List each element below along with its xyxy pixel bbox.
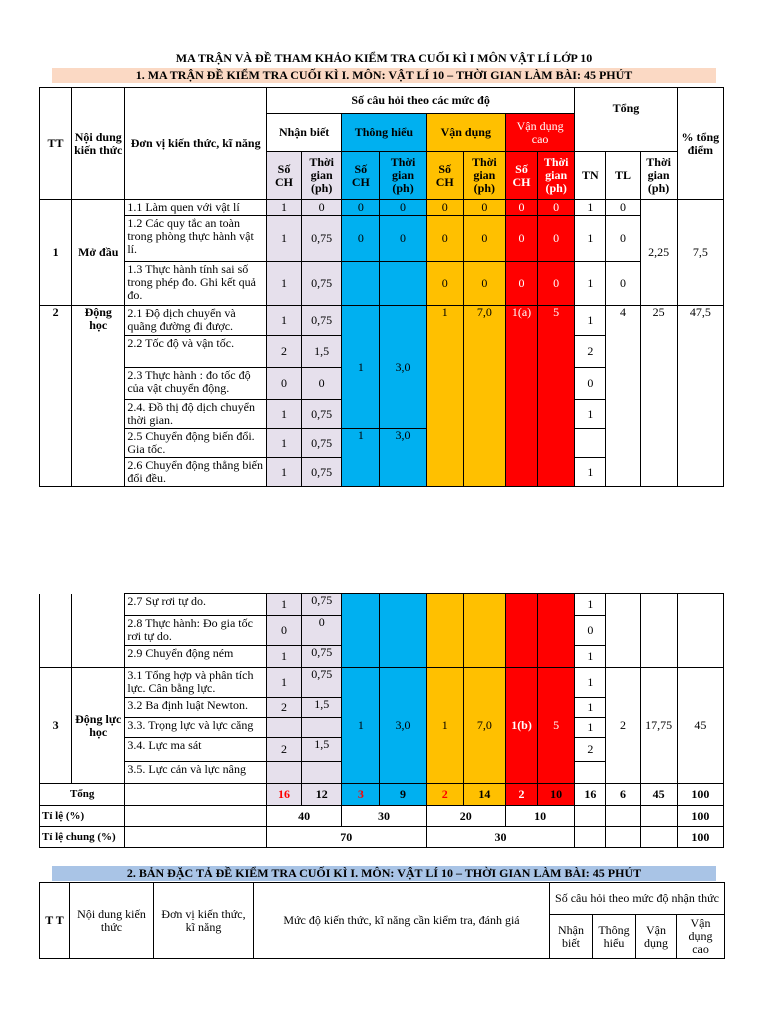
vd-thoi-gian: 0 xyxy=(463,200,505,216)
unit-cell: 3.1 Tổng hợp và phân tích lực. Cân bằng lực. xyxy=(125,668,267,698)
tn-cell: 1 xyxy=(575,594,606,616)
header-thong-hieu: Thông hiểu xyxy=(342,114,426,152)
vc-thoi-gian xyxy=(538,594,575,668)
ratio-general-tn xyxy=(575,827,606,848)
totals-percent: 100 xyxy=(677,784,723,806)
row-topic xyxy=(72,594,125,668)
ratio-general-tl xyxy=(606,827,640,848)
nb-so-ch: 1 xyxy=(266,200,301,216)
totals-tl: 6 xyxy=(606,784,640,806)
tn-cell xyxy=(575,762,606,784)
vc-so-ch: 0 xyxy=(505,200,537,216)
nb-thoi-gian: 0,75 xyxy=(302,646,342,668)
nb-thoi-gian: 0 xyxy=(302,368,342,400)
tn-cell: 0 xyxy=(575,616,606,646)
nb-so-ch xyxy=(266,718,301,738)
vd-thoi-gian: 0 xyxy=(463,216,505,262)
ratio-vd: 20 xyxy=(426,806,505,827)
header-van-dung: Vận dụng xyxy=(426,114,505,152)
tn-cell: 1 xyxy=(575,458,606,487)
spec-header-thong-hieu: Thông hiểu xyxy=(593,915,636,959)
tl-cell: 0 xyxy=(606,216,640,262)
nb-thoi-gian: 0,75 xyxy=(302,262,342,306)
ratio-tn xyxy=(575,806,606,827)
th-so-ch: 0 xyxy=(342,216,380,262)
nb-thoi-gian: 0 xyxy=(302,200,342,216)
tl-cell: 0 xyxy=(606,200,640,216)
ratio-percent: 100 xyxy=(677,806,723,827)
th-thoi-gian: 3,0 xyxy=(380,668,426,784)
time-total: 17,75 xyxy=(640,668,677,784)
tn-cell xyxy=(575,429,606,458)
unit-cell: 3.4. Lực ma sát xyxy=(125,738,267,762)
th-thoi-gian: 3,0 xyxy=(380,306,426,429)
header-th-thoi-gian: Thời gian (ph) xyxy=(380,152,426,200)
tn-cell: 1 xyxy=(575,646,606,668)
header-vc-thoi-gian: Thời gian (ph) xyxy=(538,152,575,200)
ratio-row xyxy=(40,806,724,827)
header-nhan-biet: Nhận biết xyxy=(266,114,341,152)
nb-thoi-gian: 0,75 xyxy=(302,594,342,616)
vd-thoi-gian: 7,0 xyxy=(463,668,505,784)
tl-cell: 2 xyxy=(606,668,640,784)
unit-cell: 3.3. Trọng lực và lực căng xyxy=(125,718,267,738)
nb-so-ch: 1 xyxy=(266,429,301,458)
th-so-ch: 1 xyxy=(342,306,380,429)
totals-label: Tổng xyxy=(40,784,125,806)
nb-thoi-gian xyxy=(302,718,342,738)
th-so-ch xyxy=(342,594,380,668)
tn-cell: 2 xyxy=(575,336,606,368)
spec-header-van-dung: Vận dụng xyxy=(636,915,677,959)
vc-so-ch: 1(a) xyxy=(505,306,537,487)
table-row xyxy=(40,262,724,306)
header-tt: TT xyxy=(40,88,72,200)
unit-cell: 1.3 Thực hành tính sai số trong phép đo. Ghi kết quả đo. xyxy=(125,262,267,306)
nb-thoi-gian: 1,5 xyxy=(302,336,342,368)
nb-so-ch: 2 xyxy=(266,698,301,718)
header-tn: TN xyxy=(575,152,606,200)
th-so-ch: 1 xyxy=(342,668,380,784)
th-thoi-gian: 3,0 xyxy=(380,429,426,487)
tn-cell: 0 xyxy=(575,368,606,400)
unit-cell: 2.4. Đồ thị độ dịch chuyển thời gian. xyxy=(125,400,267,429)
ratio-unit xyxy=(125,806,267,827)
th-thoi-gian: 0 xyxy=(380,200,426,216)
tn-cell: 1 xyxy=(575,200,606,216)
time-total xyxy=(640,594,677,668)
tn-cell: 1 xyxy=(575,668,606,698)
nb-thoi-gian: 1,5 xyxy=(302,738,342,762)
header-don-vi: Đơn vị kiến thức, kĩ năng xyxy=(125,88,267,200)
row-tt xyxy=(40,594,72,668)
header-noi-dung: Nội dung kiến thức xyxy=(72,88,125,200)
unit-cell: 2.1 Độ dịch chuyển và quãng đường đi được. xyxy=(125,306,267,336)
time-total: 25 xyxy=(640,306,677,487)
unit-cell: 3.5. Lực cản và lực nâng xyxy=(125,762,267,784)
vc-so-ch: 0 xyxy=(505,216,537,262)
nb-thoi-gian: 1,5 xyxy=(302,698,342,718)
tl-cell xyxy=(606,594,640,668)
ratio-tl xyxy=(606,806,640,827)
unit-cell: 2.9 Chuyển động ném xyxy=(125,646,267,668)
row-tt: 2 xyxy=(40,306,72,487)
table-row xyxy=(40,594,724,616)
vd-thoi-gian: 7,0 xyxy=(463,306,505,487)
percent-cell: 47,5 xyxy=(677,306,723,487)
totals-unit xyxy=(125,784,267,806)
nb-so-ch: 1 xyxy=(266,216,301,262)
vc-thoi-gian: 0 xyxy=(538,262,575,306)
vc-so-ch: 1(b) xyxy=(505,668,537,784)
header-tong-thoi-gian: Thời gian (ph) xyxy=(640,152,677,200)
nb-so-ch: 1 xyxy=(266,668,301,698)
vd-so-ch: 1 xyxy=(426,668,463,784)
nb-so-ch xyxy=(266,762,301,784)
vd-so-ch: 0 xyxy=(426,200,463,216)
spec-header-tt: T T xyxy=(40,883,70,959)
nb-so-ch: 1 xyxy=(266,262,301,306)
th-so-ch: 0 xyxy=(342,200,380,216)
nb-so-ch: 1 xyxy=(266,458,301,487)
nb-thoi-gian: 0,75 xyxy=(302,400,342,429)
nb-so-ch: 1 xyxy=(266,594,301,616)
nb-thoi-gian: 0,75 xyxy=(302,216,342,262)
section1-title: 1. MA TRẬN ĐỀ KIỂM TRA CUỐI KÌ I. MÔN: VẬT LÍ 10 – THỜI GIAN LÀM BÀI: 45 PHÚT xyxy=(52,68,716,83)
row-topic: Mở đầu xyxy=(72,200,125,306)
vc-so-ch: 0 xyxy=(505,262,537,306)
table-row xyxy=(40,200,724,216)
nb-thoi-gian: 0,75 xyxy=(302,306,342,336)
vd-thoi-gian xyxy=(463,594,505,668)
th-thoi-gian: 0 xyxy=(380,216,426,262)
nb-thoi-gian: 0,75 xyxy=(302,668,342,698)
unit-cell: 1.2 Các quy tắc an toàn trong phòng thực hành vật lí. xyxy=(125,216,267,262)
ratio-nb: 40 xyxy=(266,806,341,827)
spec-header-van-dung-cao: Vận dụng cao xyxy=(677,915,725,959)
tn-cell: 1 xyxy=(575,718,606,738)
table-row xyxy=(40,306,724,336)
th-thoi-gian xyxy=(380,594,426,668)
tl-cell: 0 xyxy=(606,262,640,306)
totals-time: 45 xyxy=(640,784,677,806)
totals-nb-so-ch: 16 xyxy=(266,784,301,806)
tn-cell: 1 xyxy=(575,262,606,306)
totals-vc-so-ch: 2 xyxy=(505,784,537,806)
totals-th-so-ch: 3 xyxy=(342,784,380,806)
header-vd-thoi-gian: Thời gian (ph) xyxy=(463,152,505,200)
vd-so-ch: 0 xyxy=(426,216,463,262)
tn-cell: 2 xyxy=(575,738,606,762)
header-van-dung-cao: Vận dụng cao xyxy=(505,114,574,152)
totals-th-thoi-gian: 9 xyxy=(380,784,426,806)
ratio-general-row xyxy=(40,827,724,848)
nb-so-ch: 0 xyxy=(266,616,301,646)
nb-so-ch: 1 xyxy=(266,306,301,336)
ratio-time xyxy=(640,806,677,827)
header-nb-so-ch: Số CH xyxy=(266,152,301,200)
row-tt: 1 xyxy=(40,200,72,306)
vd-thoi-gian: 0 xyxy=(463,262,505,306)
tn-cell: 1 xyxy=(575,400,606,429)
totals-vd-so-ch: 2 xyxy=(426,784,463,806)
ratio-th: 30 xyxy=(342,806,426,827)
nb-so-ch: 0 xyxy=(266,368,301,400)
spec-header-noi-dung: Nội dung kiến thức xyxy=(70,883,154,959)
table-row xyxy=(40,216,724,262)
percent-cell xyxy=(677,594,723,668)
tn-cell: 1 xyxy=(575,698,606,718)
percent-cell: 7,5 xyxy=(677,200,723,306)
tn-cell: 1 xyxy=(575,306,606,336)
unit-cell: 3.2 Ba định luật Newton. xyxy=(125,698,267,718)
ratio-general-percent: 100 xyxy=(677,827,723,848)
matrix-table-part2 xyxy=(39,593,724,848)
unit-cell: 2.2 Tốc độ và vận tốc. xyxy=(125,336,267,368)
unit-cell: 2.5 Chuyển động biến đổi. Gia tốc. xyxy=(125,429,267,458)
totals-row xyxy=(40,784,724,806)
header-so-cau-hoi: Số câu hỏi theo các mức độ xyxy=(266,88,574,114)
spec-table xyxy=(39,882,725,959)
spec-header-don-vi: Đơn vị kiến thức, kĩ năng xyxy=(154,883,254,959)
vd-so-ch xyxy=(426,594,463,668)
header-th-so-ch: Số CH xyxy=(342,152,380,200)
header-percent: % tổng điểm xyxy=(677,88,723,200)
unit-cell: 2.3 Thực hành : đo tốc độ của vật chuyển động. xyxy=(125,368,267,400)
vc-thoi-gian: 0 xyxy=(538,200,575,216)
nb-so-ch: 2 xyxy=(266,738,301,762)
row-tt: 3 xyxy=(40,668,72,784)
spec-header-muc-do: Mức độ kiến thức, kĩ năng cần kiểm tra, đánh giá xyxy=(254,883,550,959)
th-so-ch: 1 xyxy=(342,429,380,487)
th-so-ch xyxy=(342,262,380,306)
spec-header-so-cau: Số câu hỏi theo mức độ nhận thức xyxy=(550,883,725,915)
section2-title: 2. BẢN ĐẶC TẢ ĐỀ KIỂM TRA CUỐI KÌ I. MÔN: VẬT LÍ 10 – THỜI GIAN LÀM BÀI: 45 PHÚT xyxy=(52,866,716,881)
unit-cell: 2.8 Thực hành: Đo gia tốc rơi tự do. xyxy=(125,616,267,646)
vd-so-ch: 1 xyxy=(426,306,463,487)
ratio-general-unit xyxy=(125,827,267,848)
percent-cell: 45 xyxy=(677,668,723,784)
nb-thoi-gian: 0,75 xyxy=(302,458,342,487)
vc-thoi-gian: 0 xyxy=(538,216,575,262)
nb-thoi-gian xyxy=(302,762,342,784)
header-vc-so-ch: Số CH xyxy=(505,152,537,200)
ratio-general-b: 30 xyxy=(426,827,575,848)
totals-vd-thoi-gian: 14 xyxy=(463,784,505,806)
vc-so-ch xyxy=(505,594,537,668)
nb-so-ch: 2 xyxy=(266,336,301,368)
tl-cell: 4 xyxy=(606,306,640,487)
tn-cell: 1 xyxy=(575,216,606,262)
header-tl: TL xyxy=(606,152,640,200)
totals-nb-thoi-gian: 12 xyxy=(302,784,342,806)
row-topic: Động học xyxy=(72,306,125,487)
nb-so-ch: 1 xyxy=(266,400,301,429)
unit-cell: 1.1 Làm quen với vật lí xyxy=(125,200,267,216)
totals-vc-thoi-gian: 10 xyxy=(538,784,575,806)
ratio-label: Tỉ lệ (%) xyxy=(40,806,125,827)
unit-cell: 2.6 Chuyển động thẳng biến đổi đều. xyxy=(125,458,267,487)
document-title: MA TRẬN VÀ ĐỀ THAM KHẢO KIỂM TRA CUỐI KÌ I MÔN VẬT LÍ LỚP 10 xyxy=(175,51,593,65)
vc-thoi-gian: 5 xyxy=(538,306,575,487)
matrix-table-part1 xyxy=(39,87,724,487)
vc-thoi-gian: 5 xyxy=(538,668,575,784)
unit-cell: 2.7 Sự rơi tự do. xyxy=(125,594,267,616)
header-tong: Tổng xyxy=(575,88,677,152)
ratio-general-a: 70 xyxy=(266,827,426,848)
spec-header-nhan-biet: Nhận biết xyxy=(550,915,593,959)
time-total: 2,25 xyxy=(640,200,677,306)
ratio-general-label: Tỉ lệ chung (%) xyxy=(40,827,125,848)
table-row xyxy=(40,668,724,698)
ratio-general-time xyxy=(640,827,677,848)
row-topic: Động lực học xyxy=(72,668,125,784)
th-thoi-gian xyxy=(380,262,426,306)
header-vd-so-ch: Số CH xyxy=(426,152,463,200)
totals-tn: 16 xyxy=(575,784,606,806)
vd-so-ch: 0 xyxy=(426,262,463,306)
nb-so-ch: 1 xyxy=(266,646,301,668)
ratio-vc: 10 xyxy=(505,806,574,827)
header-nb-thoi-gian: Thời gian (ph) xyxy=(302,152,342,200)
nb-thoi-gian: 0 xyxy=(302,616,342,646)
nb-thoi-gian: 0,75 xyxy=(302,429,342,458)
